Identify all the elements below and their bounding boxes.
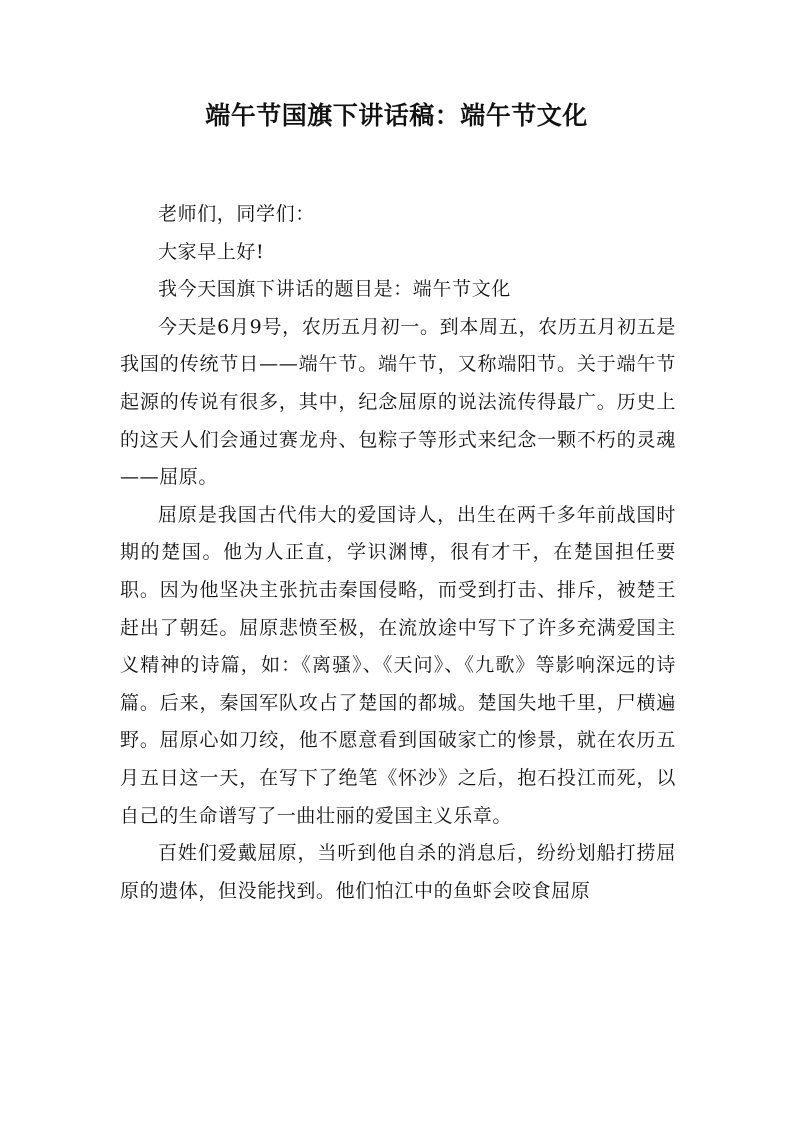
paragraph-greeting: 老师们，同学们： [158,203,315,225]
paragraph-good-morning: 大家早上好! [158,240,265,263]
paragraph-date-intro: 今天是6月9号，农历五月初一。到本周五，农历五月初五是我国的传统节日——端午节。端午节，又称端阳节。关于端午节起源的传说有很多，其中，纪念屈原的说法流传得最广。历史上的这天人们会通过赛龙舟、包粽子等形式来纪念一颗不朽的灵魂——屈原。 [120,315,676,489]
paragraph-people-search: 百姓们爱戴屈原，当听到他自杀的消息后，纷纷划船打捞屈原的遗体，但没能找到。他们怕江中的鱼虾会咬食屈原 [120,842,676,902]
document-body [120,196,676,910]
paragraph-qu-yuan: 屈原是我国古代伟大的爱国诗人，出生在两千多年前战国时期的楚国。他为人正直，学识渊博，很有才干，在楚国担任要职。因为他坚决主张抗击秦国侵略，而受到打击、排斥，被楚王赶出了朝廷。屈原悲愤至极，在流放途中写下了许多充满爱国主义精神的诗篇，如：《离骚》、《天问》、《九歌》等影响深远的诗篇。后来，秦国军队攻占了楚国的都城。楚国失地千里，尸横遍野。屈原心如刀绞，他不愿意看到国破家亡的惨景，就在农历五月五日这一天，在写下了绝笔《怀沙》之后，抱石投江而死，以自己的生命谱写了一曲壮丽的爱国主义乐章。 [120,503,676,827]
document-title: 端午节国旗下讲话稿：端午节文化 [205,101,588,130]
paragraph-topic: 我今天国旗下讲话的题目是：端午节文化 [158,278,511,301]
